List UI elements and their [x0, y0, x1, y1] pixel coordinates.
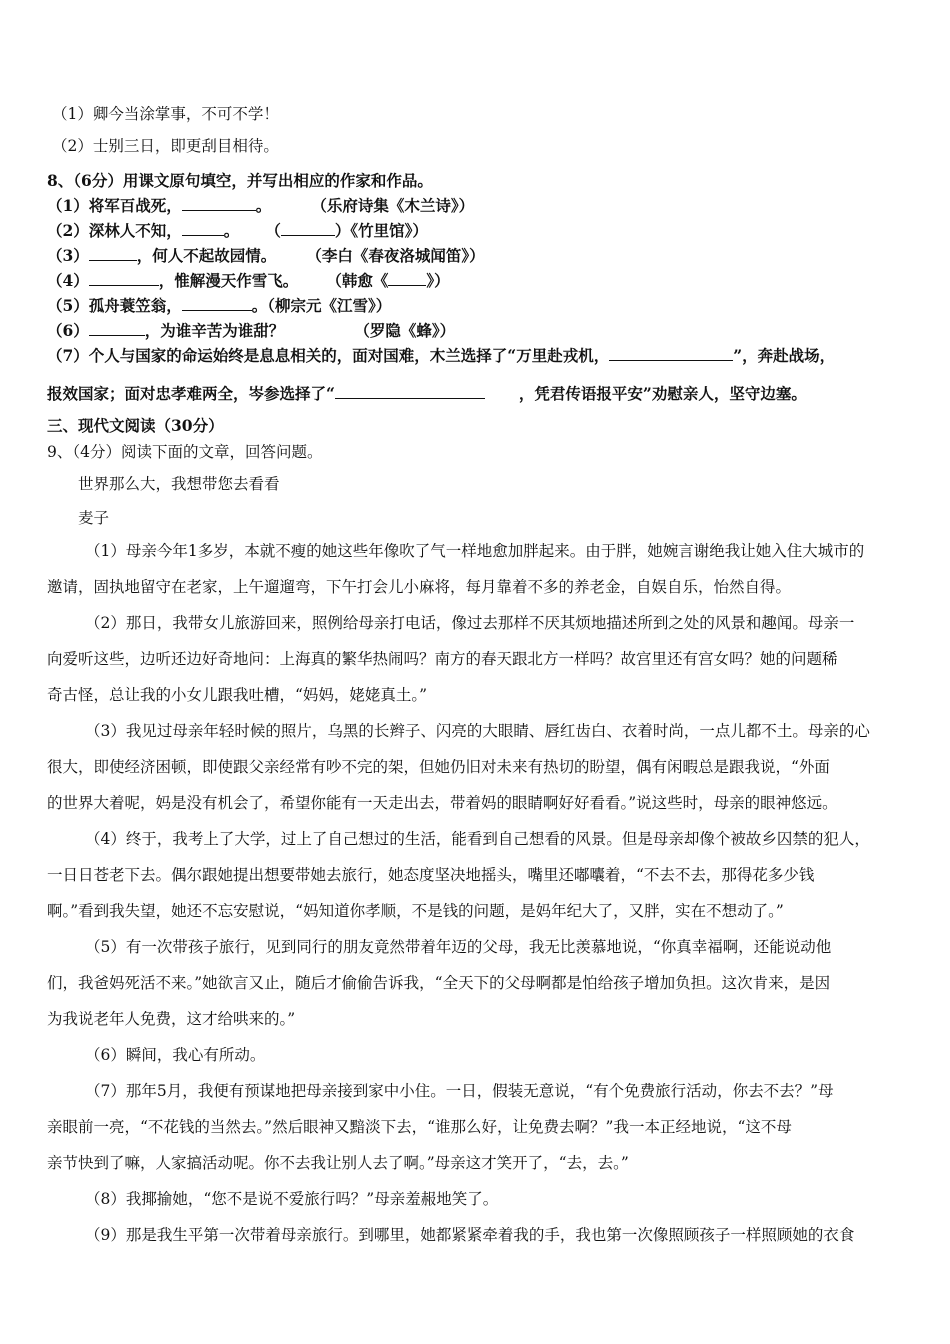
article-line: （1）母亲今年1多岁，本就不瘦的她这些年像吹了气一样地愈加胖起来。由于胖，她婉言谢绝我让她入住大城市的 [85, 542, 865, 560]
article-line: （9）那是我生平第一次带着母亲旅行。到哪里，她都紧紧牵着我的手，我也第一次像照顾孩子一样照顾她的衣食 [85, 1226, 855, 1244]
answer-blank[interactable] [182, 295, 252, 311]
work-blank[interactable] [388, 270, 426, 286]
q8-item-1-text: （1）将军百战死， [47, 196, 182, 215]
top-line-2: （2）士别三日，即更刮目相待。 [52, 137, 279, 155]
answer-blank[interactable] [335, 383, 485, 399]
q8-item-7-text: （7）个人与国家的命运始终是息息相关的，面对国难，木兰选择了“万里赴戎机， [47, 346, 610, 365]
q9-title: 9、（4分）阅读下面的文章，回答问题。 [47, 443, 323, 461]
q8-item-4 [47, 270, 450, 291]
article-title: 世界那么大，我想带您去看看 [78, 475, 280, 493]
answer-blank[interactable] [609, 345, 733, 361]
article-line: 一日日苍老下去。偶尔跟她提出想要带她去旅行，她态度坚决地摇头，嘴里还嘟囔着，“不去不去，那得花多少钱 [47, 866, 815, 884]
q8-item-7-line-1 [47, 345, 835, 366]
q8-item-5 [47, 295, 391, 316]
article-line: 很大，即使经济困顿，即使跟父亲经常有吵不完的架，但她仍旧对未来有热切的盼望，偶有闲暇总是跟我说，“外面 [47, 758, 830, 776]
q8-item-7-text-3: 报效国家；面对忠孝难两全，岑参选择了“ [47, 384, 335, 403]
q8-item-4-source-open: （韩愈《 [326, 271, 389, 290]
q8-item-4-num: （4） [47, 271, 89, 290]
q8-item-6-text: ，为谁辛苦为谁甜？ [144, 321, 285, 340]
q8-item-2-end: 。 [223, 221, 240, 240]
q8-item-4-text: ，惟解漫天作雪飞。 [158, 271, 299, 290]
top-line-1: （1）卿今当涂掌事，不可不学！ [52, 105, 279, 123]
article-line: （2）那日，我带女儿旅游回来，照例给母亲打电话，像过去那样不厌其烦地描述所到之处的风景和趣闻。母亲一 [85, 614, 855, 632]
q8-item-3-num: （3） [47, 246, 89, 265]
article-line: （6）瞬间，我心有所动。 [85, 1046, 266, 1064]
answer-blank[interactable] [182, 195, 256, 211]
article-author: 麦子 [78, 509, 110, 527]
article-line: 亲眼前一亮，“不花钱的当然去。”然后眼神又黯淡下去，“谁那么好，让免费去啊？”我一本正经地说，“这不母 [47, 1118, 792, 1136]
answer-blank[interactable] [89, 320, 145, 336]
q8-item-6 [47, 320, 455, 341]
article-line: 邀请，固执地留守在老家，上午遛遛弯，下午打会儿小麻将，每月靠着不多的养老金，自娱自乐，怡然自得。 [47, 578, 792, 596]
answer-blank[interactable] [89, 245, 137, 261]
answer-blank[interactable] [89, 270, 159, 286]
q8-item-2-text: （2）深林人不知， [47, 221, 182, 240]
q8-item-4-source-close: 》） [426, 271, 450, 290]
q8-item-5-text: （5）孤舟蓑笠翁， [47, 296, 182, 315]
q8-item-1 [47, 195, 474, 216]
article-line: 啊。”看到我失望，她还不忘安慰说，“妈知道你孝顺，不是钱的问题，是妈年纪大了，又胖，实在不想动了。” [47, 902, 784, 920]
article-line: 亲节快到了嘛，人家搞活动呢。你不去我让别人去了啊。”母亲这才笑开了，“去，去。” [47, 1154, 629, 1172]
q8-item-2-source-open: （ [265, 221, 281, 240]
article-line: 们，我爸妈死活不来。”她欲言又止，随后才偷偷告诉我，“全天下的父母啊都是怕给孩子增加负担。这次肯来，是因 [47, 974, 831, 992]
q8-title: 8、（6分）用课文原句填空，并写出相应的作家和作品。 [47, 171, 433, 190]
q8-item-7-line-2 [47, 383, 807, 404]
q8-item-2-source: ）《竹里馆》） [334, 221, 428, 240]
section-heading: 三、现代文阅读（30分） [47, 416, 224, 435]
q8-item-3-text: ，何人不起故园情。 [136, 246, 277, 265]
q8-item-2 [47, 220, 428, 241]
article-line: 奇古怪，总让我的小女儿跟我吐槽，“妈妈，姥姥真土。” [47, 686, 428, 704]
q8-item-1-source: （乐府诗集《木兰诗》） [311, 196, 475, 215]
answer-blank[interactable] [182, 220, 224, 236]
article-line: （7）那年5月，我便有预谋地把母亲接到家中小住。一日，假装无意说，“有个免费旅行活动，你去不去？”母 [85, 1082, 834, 1100]
q8-item-3-source: （李白《春夜洛城闻笛》） [306, 246, 485, 265]
article-line: （8）我揶揄她，“您不是说不爱旅行吗？”母亲羞赧地笑了。 [85, 1190, 499, 1208]
q8-item-5-source: 。（柳宗元《江雪》） [251, 296, 392, 315]
q8-item-3 [47, 245, 485, 266]
article-line: 向爱听这些，边听还边好奇地问：上海真的繁华热闹吗？南方的春天跟北方一样吗？故宫里还有宫女吗？她的问题稀 [47, 650, 838, 668]
author-blank[interactable] [281, 220, 335, 236]
article-line: （4）终于，我考上了大学，过上了自己想过的生活，能看到自己想看的风景。但是母亲却像个被故乡囚禁的犯人， [85, 830, 870, 848]
q8-item-6-num: （6） [47, 321, 89, 340]
article-line: 为我说老年人免费，这才给哄来的。” [47, 1010, 296, 1028]
q8-item-7-text-2: ”，奔赴战场， [733, 346, 836, 365]
q8-item-7-text-4: ，凭君传语报平安”劝慰亲人，坚守边塞。 [518, 384, 807, 403]
article-line: （3）我见过母亲年轻时候的照片，乌黑的长辫子、闪亮的大眼睛、唇红齿白、衣着时尚，一点儿都不土。母亲的心 [85, 722, 870, 740]
q8-item-1-end: 。 [255, 196, 272, 215]
q8-item-6-source: （罗隐《蜂》） [354, 321, 456, 340]
article-line: 的世界大着呢，妈是没有机会了，希望你能有一天走出去，带着妈的眼睛啊好好看看。”说这些时，母亲的眼神悠远。 [47, 794, 838, 812]
article-line: （5）有一次带孩子旅行，见到同行的朋友竟然带着年迈的父母，我无比羡慕地说，“你真幸福啊，还能说动他 [85, 938, 832, 956]
